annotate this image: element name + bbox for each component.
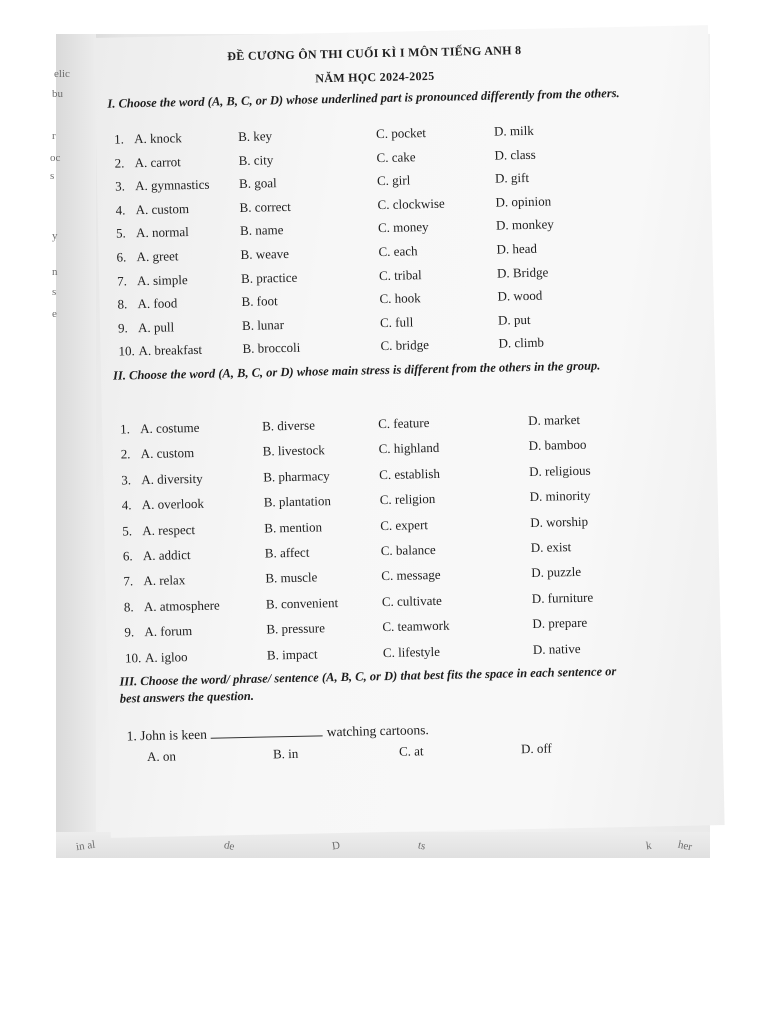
option-a: A. atmosphere: [143, 597, 220, 614]
option-d: D. wood: [497, 287, 543, 304]
option-c: C. at: [398, 743, 424, 759]
option-b: B. mention: [264, 518, 323, 536]
option-b: B. muscle: [265, 569, 318, 586]
option-b: B. lunar: [241, 316, 285, 333]
option-c: C. tribal: [378, 266, 422, 283]
question-number: 4.: [115, 202, 126, 218]
option-d: D. worship: [530, 513, 589, 530]
option-a: A. food: [137, 295, 178, 312]
question-1-options: [127, 738, 667, 769]
option-c: C. money: [377, 219, 429, 236]
section3-heading: III. Choose the word/ phrase/ sentence (A, B, C, or D) that best fits the space in each sentence or best answers the question.: [119, 664, 617, 706]
option-b: B. affect: [264, 544, 310, 561]
option-b: B. weave: [240, 245, 290, 262]
question-number: 5.: [115, 225, 127, 241]
question-number: 7.: [123, 573, 134, 589]
question-number: 9.: [117, 320, 128, 336]
option-c: C. bridge: [380, 337, 430, 354]
option-c: C. religion: [379, 491, 436, 508]
edge-fragment: de: [222, 839, 236, 853]
edge-fragment: elic: [54, 68, 70, 80]
option-d: D. exist: [530, 539, 572, 555]
edge-fragment: r: [52, 130, 56, 142]
option-c: C. each: [378, 243, 418, 260]
edge-fragment: in al: [75, 838, 96, 854]
photo-background: [50, 34, 710, 858]
option-c: C. establish: [379, 465, 441, 482]
edge-fragment: k: [645, 839, 653, 853]
option-c: C. cultivate: [381, 592, 442, 609]
option-a: A. greet: [136, 248, 179, 265]
edge-fragment: n: [52, 266, 58, 278]
option-a: A. addict: [142, 547, 191, 564]
edge-fragment: her: [676, 838, 694, 854]
edge-fragment: y: [52, 230, 58, 242]
option-a: A. normal: [135, 224, 189, 241]
question-number: 10.: [124, 649, 142, 666]
stem-text: John is keen: [139, 726, 208, 744]
option-b: B. plantation: [263, 493, 332, 510]
option-a: A. on: [146, 748, 177, 765]
option-c: C. teamwork: [382, 617, 450, 635]
option-a: A. overlook: [141, 495, 205, 513]
option-d: D. off: [520, 740, 552, 757]
option-b: B. correct: [239, 198, 291, 215]
worksheet-page: [94, 25, 725, 838]
edge-fragment: e: [52, 308, 57, 320]
option-a: A. forum: [144, 623, 193, 640]
option-a: A. costume: [140, 419, 200, 437]
option-a: A. simple: [136, 271, 188, 288]
section1-heading: I. Choose the word (A, B, C, or D) whose underlined part is pronounced differently from the others.: [107, 86, 620, 111]
option-c: C. balance: [380, 541, 436, 559]
option-b: B. pharmacy: [263, 467, 330, 485]
option-a: A. gymnastics: [134, 176, 210, 194]
question-number: 1.: [113, 131, 125, 147]
underlying-page-left: [56, 34, 96, 858]
option-a: A. breakfast: [138, 342, 203, 359]
question-number: 3.: [121, 472, 132, 488]
option-b: B. convenient: [265, 594, 339, 612]
edge-fragment: s: [50, 170, 55, 182]
option-a: A. respect: [142, 521, 196, 538]
edge-fragment: ts: [416, 839, 427, 853]
option-a: A. relax: [143, 572, 186, 589]
option-b: B. practice: [240, 269, 298, 286]
section2-heading: II. Choose the word (A, B, C, or D) whose main stress is different from the others in the group.: [112, 358, 601, 383]
question-number: 7.: [116, 272, 127, 289]
option-d: D. milk: [493, 122, 534, 139]
edge-fragment: bu: [52, 88, 63, 100]
edge-fragment: oc: [50, 152, 61, 164]
option-d: D. Bridge: [496, 264, 549, 281]
option-c: C. lifestyle: [382, 643, 441, 660]
question-number: 3.: [114, 178, 126, 194]
question-number: 8.: [123, 599, 134, 615]
option-c: C. expert: [380, 516, 429, 533]
option-d: D. class: [494, 146, 536, 163]
option-c: C. feature: [377, 415, 430, 432]
option-b: B. livestock: [262, 442, 325, 459]
option-a: A. custom: [135, 200, 190, 217]
school-year: NĂM HỌC 2024-2025: [315, 68, 435, 86]
option-b: B. key: [237, 128, 273, 145]
question-number: 2.: [120, 446, 131, 462]
option-b: B. foot: [241, 293, 278, 310]
option-b: B. name: [239, 222, 284, 239]
option-c: C. hook: [379, 290, 421, 307]
option-b: B. pressure: [266, 620, 326, 637]
question-number: 6.: [122, 548, 133, 564]
question-number: 9.: [124, 624, 135, 640]
option-c: C. clockwise: [377, 195, 445, 212]
option-d: D. opinion: [495, 193, 552, 210]
option-a: A. pull: [137, 319, 175, 335]
option-c: C. message: [381, 567, 441, 584]
option-c: C. highland: [378, 440, 440, 457]
option-d: D. monkey: [495, 216, 554, 234]
question-number: 4.: [121, 497, 132, 513]
option-b: B. broccoli: [242, 340, 301, 357]
option-d: D. put: [497, 311, 531, 328]
option-a: A. carrot: [134, 153, 181, 170]
option-c: C. full: [379, 314, 414, 330]
option-a: A. custom: [140, 445, 195, 462]
option-a: A. igloo: [144, 648, 188, 665]
option-d: D. head: [496, 240, 538, 257]
question-number: 6.: [116, 249, 127, 265]
document-title: ĐỀ CƯƠNG ÔN THI CUỐI KÌ I MÔN TIẾNG ANH 8: [227, 43, 522, 64]
option-b: B. in: [272, 745, 299, 762]
option-b: B. goal: [238, 175, 277, 192]
option-d: D. minority: [529, 487, 591, 505]
option-c: C. girl: [376, 172, 411, 189]
option-d: D. puzzle: [531, 564, 582, 581]
edge-fragment: D: [331, 839, 341, 853]
option-d: D. prepare: [532, 614, 588, 632]
question-number: 1.: [126, 728, 137, 744]
option-d: D. furniture: [531, 589, 594, 606]
option-b: B. diverse: [262, 417, 316, 434]
answer-blank: [211, 723, 323, 738]
question-number: 8.: [117, 296, 128, 312]
question-number: 10.: [118, 343, 135, 359]
option-d: D. religious: [529, 462, 591, 479]
option-c: C. pocket: [375, 125, 427, 142]
option-d: D. gift: [494, 170, 530, 186]
option-b: B. impact: [266, 646, 318, 663]
option-a: A. diversity: [141, 470, 203, 487]
question-number: 2.: [114, 154, 125, 171]
option-b: B. city: [238, 151, 274, 168]
option-a: A. knock: [133, 130, 182, 147]
option-d: D. market: [527, 411, 581, 428]
question-number: 5.: [122, 522, 133, 539]
option-d: D. bamboo: [528, 437, 587, 454]
option-d: D. climb: [498, 335, 545, 351]
option-d: D. native: [532, 640, 581, 657]
stem-text-after: watching cartoons.: [326, 722, 429, 740]
question-number: 1.: [120, 421, 131, 437]
option-c: C. cake: [376, 148, 416, 165]
edge-fragment: s: [52, 286, 57, 298]
